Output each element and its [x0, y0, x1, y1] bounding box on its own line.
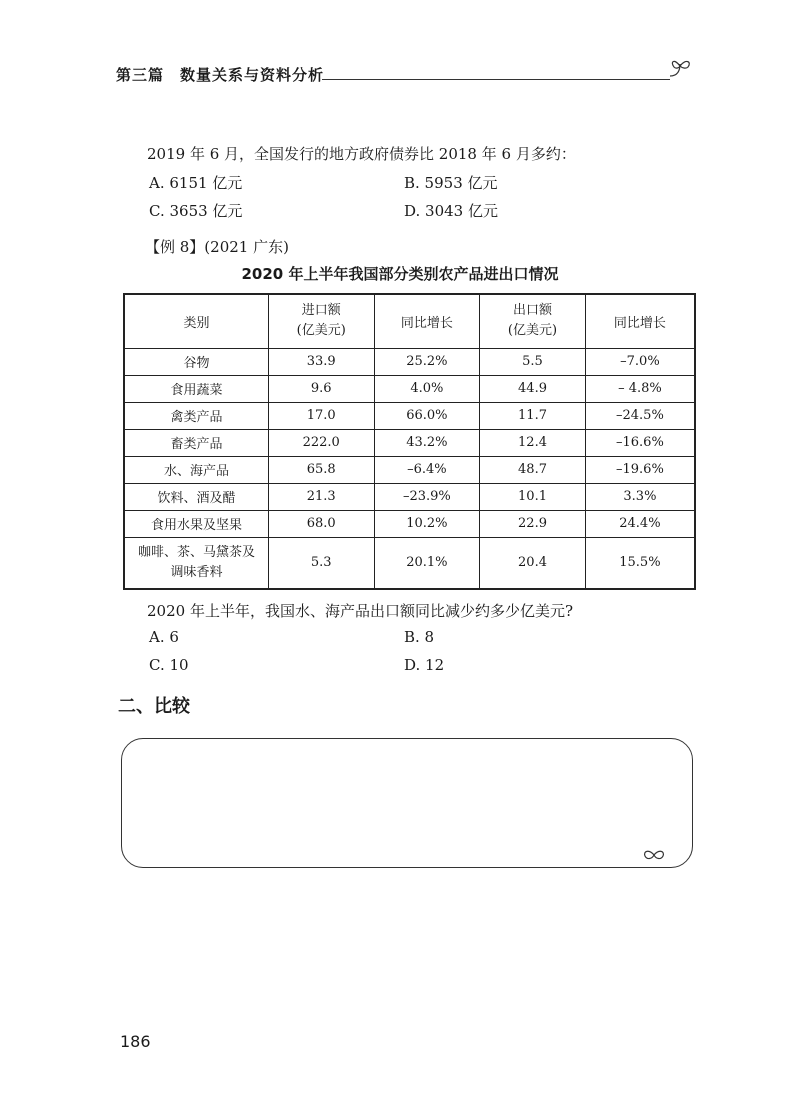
cell-export-yoy: – 4.8% [585, 375, 695, 402]
sprout-icon [668, 56, 696, 82]
header-import [268, 294, 374, 348]
question2-text: 2020 年上半年，我国水、海产品出口额同比减少约多少亿美元? [147, 602, 573, 620]
cell-category: 食用水果及坚果 [124, 510, 268, 537]
cell-category: 畜类产品 [124, 429, 268, 456]
table-row [124, 429, 695, 456]
cell-category-line1: 咖啡、茶、马黛茶及 [137, 544, 255, 560]
question1-option-c: C. 3653 亿元 [149, 202, 243, 220]
cell-category: 禽类产品 [124, 402, 268, 429]
data-table [123, 293, 696, 590]
cell-category: 水、海产品 [124, 456, 268, 483]
cell-import: 21.3 [268, 483, 374, 510]
cell-export-yoy: –24.5% [585, 402, 695, 429]
cell-import-yoy: 25.2% [374, 348, 480, 375]
cell-category: 谷物 [124, 348, 268, 375]
question1-option-a: A. 6151 亿元 [149, 174, 243, 192]
cell-export-yoy: –16.6% [585, 429, 695, 456]
cell-export-yoy: –7.0% [585, 348, 695, 375]
cell-import: 9.6 [268, 375, 374, 402]
header-export-line1: 出口额 [513, 303, 553, 319]
cell-export: 11.7 [480, 402, 586, 429]
cell-export: 48.7 [480, 456, 586, 483]
sprout-icon [642, 848, 666, 862]
chapter-header-title: 第三篇 数量关系与资料分析 [116, 66, 325, 84]
cell-category: 饮料、酒及醋 [124, 483, 268, 510]
cell-export-yoy: 3.3% [585, 483, 695, 510]
cell-import: 5.3 [268, 537, 374, 589]
question2-option-a: A. 6 [149, 628, 179, 646]
cell-import: 65.8 [268, 456, 374, 483]
example-label: 【例 8】(2021 广东) [145, 238, 289, 256]
question1-option-d: D. 3043 亿元 [404, 202, 498, 220]
cell-import-yoy: 20.1% [374, 537, 480, 589]
cell-import-yoy: 43.2% [374, 429, 480, 456]
cell-import-yoy: –6.4% [374, 456, 480, 483]
cell-export-yoy: 15.5% [585, 537, 695, 589]
cell-category: 食用蔬菜 [124, 375, 268, 402]
question2-option-c: C. 10 [149, 656, 189, 674]
cell-import: 33.9 [268, 348, 374, 375]
table-row [124, 456, 695, 483]
cell-category [124, 537, 268, 589]
header-import-line1: 进口额 [301, 303, 341, 319]
header-category: 类别 [124, 294, 268, 348]
section-title: 二、比较 [118, 696, 190, 717]
header-export [480, 294, 586, 348]
cell-export-yoy: 24.4% [585, 510, 695, 537]
question2-option-b: B. 8 [404, 628, 435, 646]
header-import-line2: (亿美元) [296, 323, 346, 339]
cell-import-yoy: 4.0% [374, 375, 480, 402]
header-import-yoy: 同比增长 [374, 294, 480, 348]
header-export-line2: (亿美元) [507, 323, 558, 339]
cell-export: 5.5 [480, 348, 586, 375]
notes-box [121, 738, 693, 868]
cell-import: 68.0 [268, 510, 374, 537]
cell-import-yoy: 10.2% [374, 510, 480, 537]
header-rule [322, 79, 670, 80]
cell-import-yoy: –23.9% [374, 483, 480, 510]
cell-export: 44.9 [480, 375, 586, 402]
cell-import: 222.0 [268, 429, 374, 456]
question1-option-b: B. 5953 亿元 [404, 174, 498, 192]
page-number: 186 [120, 1032, 151, 1051]
question1-text: 2019 年 6 月，全国发行的地方政府债券比 2018 年 6 月多约： [147, 145, 576, 163]
cell-export-yoy: –19.6% [585, 456, 695, 483]
table-title: 2020 年上半年我国部分类别农产品进出口情况 [241, 265, 559, 283]
table-row [124, 375, 695, 402]
table-row [124, 510, 695, 537]
cell-export: 20.4 [480, 537, 586, 589]
cell-import: 17.0 [268, 402, 374, 429]
table-row [124, 402, 695, 429]
cell-export: 10.1 [480, 483, 586, 510]
cell-category-line2: 调味香料 [170, 564, 223, 580]
cell-export: 22.9 [480, 510, 586, 537]
table-header-row [124, 294, 695, 348]
cell-export: 12.4 [480, 429, 586, 456]
question2-option-d: D. 12 [404, 656, 445, 674]
table-row [124, 348, 695, 375]
table-row [124, 537, 695, 589]
header-export-yoy: 同比增长 [585, 294, 695, 348]
table-row [124, 483, 695, 510]
cell-import-yoy: 66.0% [374, 402, 480, 429]
